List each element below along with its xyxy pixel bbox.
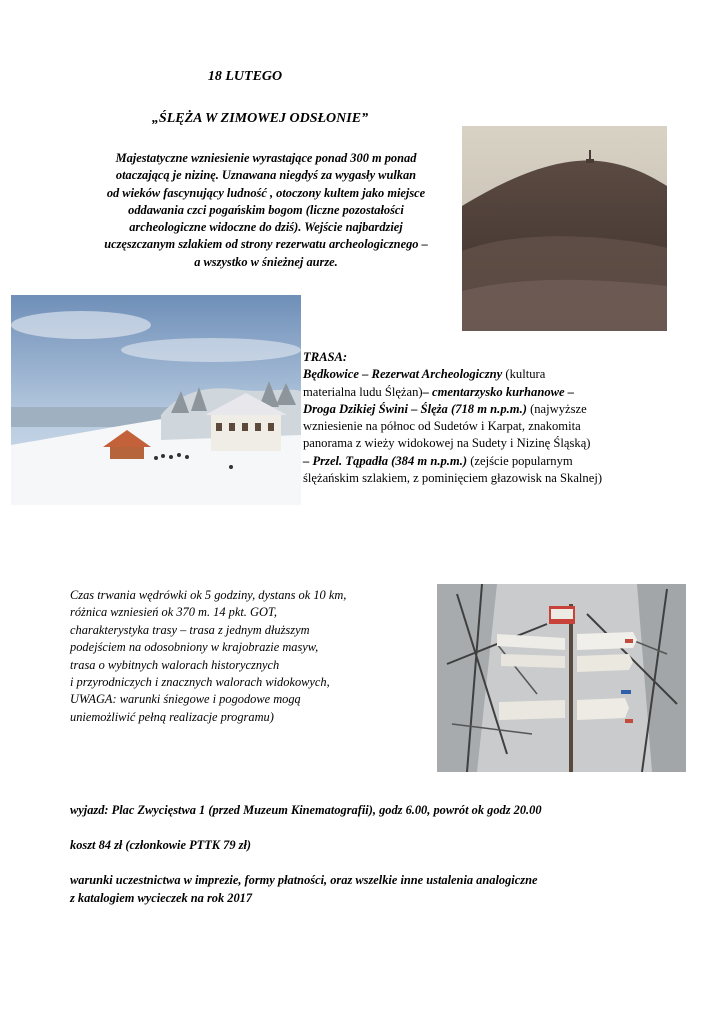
route-line: ślężańskim szlakiem, z pominięciem głazowisk na Skalnej) [303,471,603,486]
intro-line: uczęszczanym szlakiem od strony rezerwatu archeologicznego – [104,237,428,252]
route-description [303,349,713,487]
route-segment: Droga Dzikiej Świni – Ślęża (718 m n.p.m.) [303,401,527,416]
route-segment: – cmentarzysko kurhanowe – [422,384,575,399]
route-line [303,401,713,418]
details-line: różnica wzniesień ok 370 m. 14 pkt. GOT, [70,605,277,620]
route-segment: materialna ludu Ślężan) [303,384,423,399]
intro-line: oddawania czci pogańskim bogom (liczne pozostałości [128,202,404,217]
route-segment: (najwyższe [526,401,587,416]
cost-info: koszt 84 zł (członkowie PTTK 79 zł) [70,838,252,852]
intro-line: a wszystko w śnieżnej aurze. [194,254,338,269]
route-segment: (zejście popularnym [467,453,573,468]
trip-details [70,587,420,726]
details-line: uniemożliwić pełną realizacje programu) [70,709,274,724]
event-title: „ŚLĘŻA W ZIMOWEJ ODSŁONIE” [151,111,369,126]
route-line [303,453,713,470]
route-line [303,384,713,401]
intro-line: otaczającą je nizinę. Uznawana niegdyś za wygasły wulkan [115,168,417,183]
terms-line: z katalogiem wycieczek na rok 2017 [70,890,253,905]
departure-info: wyjazd: Plac Zwycięstwa 1 (przed Muzeum Kinematografii), godz 6.00, powrót ok godz 20.00 [70,803,542,817]
route-line: panorama z wieży widokowej na Sudety i Nizinę Śląską) [303,436,591,451]
details-line: i przyrodniczych i znacznych walorach widokowych, [70,675,330,690]
winter-summit-photo [11,295,301,505]
details-line: charakterystyka trasy – trasa z jednym dłuższym [70,622,310,637]
details-line: trasa o wybitnych walorach historycznych [70,657,280,672]
intro-line: archeologiczne widoczne do dziś). Wejście najbardziej [129,220,403,235]
route-segment: – Przel. Tąpadła (384 m n.p.m.) [303,453,468,468]
event-date: 18 LUTEGO [207,69,283,84]
intro-line: Majestatyczne wzniesienie wyrastające ponad 300 m ponad [115,151,417,165]
terms-line: warunki uczestnictwa w imprezie, formy płatności, oraz wszelkie inne ustalenia analogiczne [70,873,538,887]
route-line: wzniesienie na północ od Sudetów i Karpat, znakomita [303,419,581,434]
route-heading: TRASA: [303,350,348,364]
details-line: podejściem na odosobniony w krajobrazie masyw, [70,640,319,655]
route-segment: (kultura [502,367,546,382]
route-segment: Będkowice – Rezerwat Archeologiczny [303,367,503,382]
route-line [303,366,713,383]
mountain-photo [462,126,667,331]
intro-paragraph [66,150,466,271]
details-line: UWAGA: warunki śniegowe i pogodowe mogą [70,692,301,707]
terms-info [70,872,690,907]
details-line: Czas trwania wędrówki ok 5 godziny, dystans ok 10 km, [70,588,347,602]
intro-line: od wieków fascynujący ludność , otoczony kultem jako miejsce [106,185,426,200]
trail-signs-photo [437,584,686,772]
